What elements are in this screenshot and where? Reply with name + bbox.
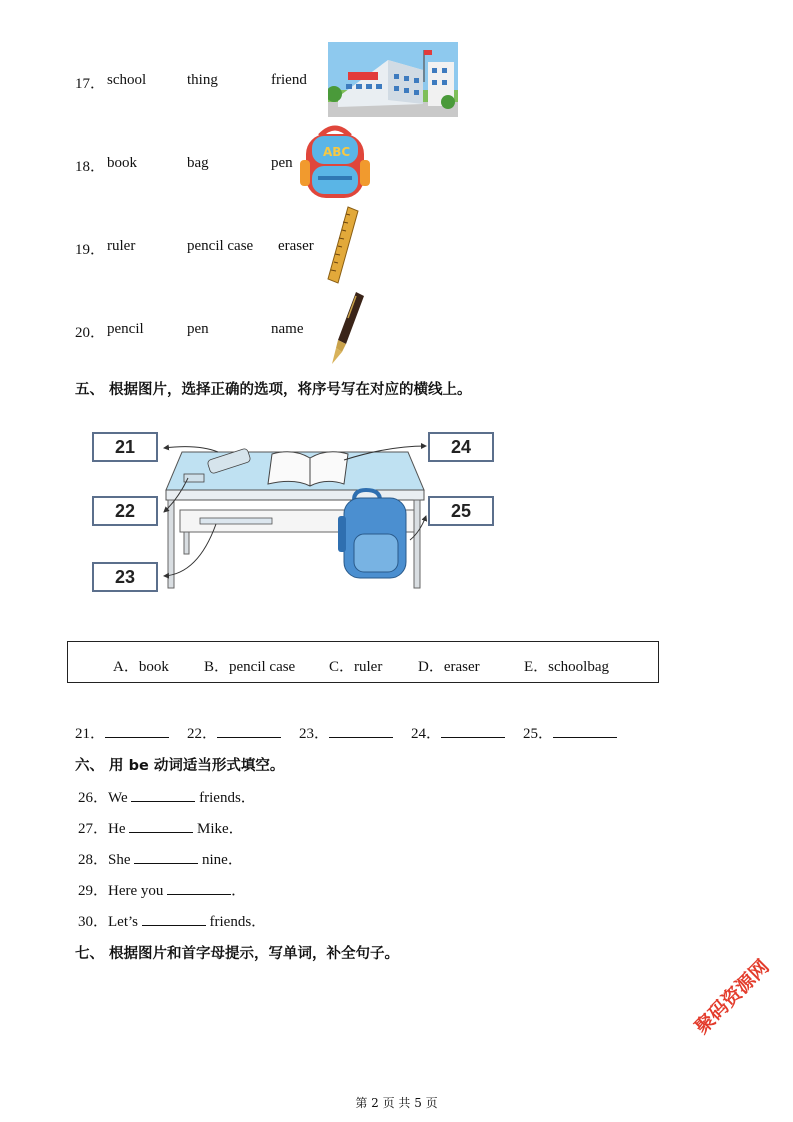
answer-blank[interactable] [217, 723, 281, 738]
answer-23 [299, 722, 393, 743]
question-28 [78, 848, 243, 869]
word-option: eraser [278, 238, 314, 254]
watermark-stamp: 聚码资源网 [690, 955, 774, 1039]
options-box [67, 641, 659, 683]
question-number: 29． [78, 883, 109, 899]
question-30 [78, 910, 266, 931]
sentence-after: ． [231, 883, 247, 899]
label-22: 22 [92, 496, 158, 526]
word-option: thing [187, 72, 218, 88]
question-26 [78, 786, 256, 807]
question-number: 28． [78, 852, 109, 868]
answer-21 [75, 722, 169, 743]
question-29 [78, 879, 246, 900]
sentence-after: Mike． [197, 821, 244, 837]
answer-blank[interactable] [553, 723, 617, 738]
answer-blank[interactable] [129, 818, 193, 833]
sentence-after: nine． [202, 852, 243, 868]
section-7-title: 七、 根据图片和首字母提示，写单词，补全句子。 [75, 946, 400, 962]
sentence-after: friends． [209, 914, 267, 930]
answer-blank[interactable] [167, 880, 231, 895]
sentence-before: He [108, 821, 126, 837]
question-number: 30． [78, 914, 109, 930]
answer-number: 24． [411, 726, 442, 742]
question-number: 19． [75, 242, 106, 258]
option-d: D．eraser [418, 659, 480, 675]
word-option: pencil [107, 321, 144, 337]
answer-number: 25． [523, 726, 554, 742]
word-option: pen [187, 321, 209, 337]
answer-22 [187, 722, 281, 743]
answer-24 [411, 722, 505, 743]
word-option: ruler [107, 238, 136, 254]
school-building-image [328, 42, 458, 117]
answer-blank[interactable] [441, 723, 505, 738]
sentence-before: She [108, 852, 131, 868]
sentence-after: friends． [199, 790, 256, 806]
sentence-before: Here you [108, 883, 164, 899]
sentence-before: Let’s [108, 914, 139, 930]
label-21: 21 [92, 432, 158, 462]
word-option: bag [187, 155, 209, 171]
label-25: 25 [428, 496, 494, 526]
label-23: 23 [92, 562, 158, 592]
option-b: B．pencil case [204, 659, 296, 675]
section-5-title: 五、 根据图片，选择正确的选项，将序号写在对应的横线上。 [75, 382, 472, 398]
question-number: 26． [78, 790, 109, 806]
option-e: E．schoolbag [524, 659, 609, 675]
answer-blank[interactable] [131, 787, 195, 802]
answer-number: 21． [75, 726, 106, 742]
page-footer: 第 2 页 共 5 页 [355, 1096, 438, 1110]
schoolbag-image [298, 122, 372, 202]
answer-blank[interactable] [105, 723, 169, 738]
fountain-pen-image [326, 290, 366, 366]
word-option: friend [271, 72, 307, 88]
answer-number: 23． [299, 726, 330, 742]
word-option: book [107, 155, 137, 171]
section-6-title: 六、 用 be 动词适当形式填空。 [75, 758, 285, 774]
option-a: A．book [113, 659, 169, 675]
ruler-image [326, 205, 360, 285]
label-24: 24 [428, 432, 494, 462]
answer-blank[interactable] [142, 911, 206, 926]
answer-number: 22． [187, 726, 218, 742]
question-27 [78, 817, 244, 838]
question-number: 18． [75, 159, 106, 175]
word-option: school [107, 72, 147, 88]
word-option: pencil case [187, 238, 254, 254]
option-c: C．ruler [329, 659, 383, 675]
answer-blank[interactable] [329, 723, 393, 738]
question-number: 20． [75, 325, 106, 341]
question-number: 27． [78, 821, 109, 837]
svg-text:ABC: ABC [323, 145, 351, 159]
word-option: pen [271, 155, 293, 171]
sentence-before: We [108, 790, 128, 806]
answer-blank[interactable] [134, 849, 198, 864]
word-option: name [271, 321, 304, 337]
desk-figure [88, 424, 508, 599]
question-number: 17． [75, 76, 106, 92]
answer-25 [523, 722, 617, 743]
